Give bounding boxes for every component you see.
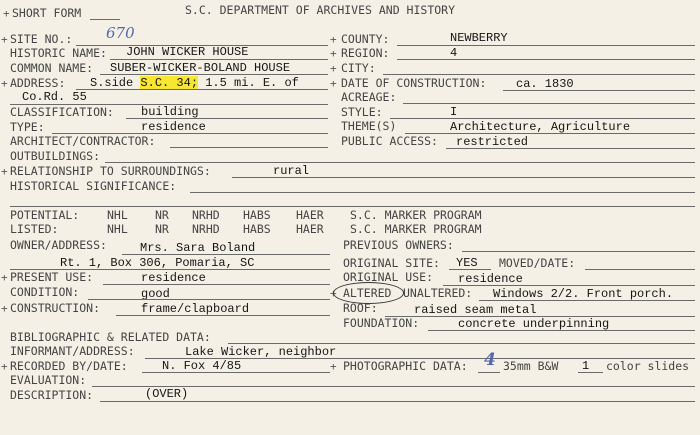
construction-line bbox=[116, 315, 330, 316]
original-site-value: YES bbox=[456, 256, 478, 270]
description-line bbox=[100, 401, 695, 402]
potential-label: POTENTIAL: bbox=[10, 208, 80, 222]
owner-line bbox=[122, 254, 330, 255]
potential-haer: HAER bbox=[296, 208, 324, 222]
roof-value: raised seam metal bbox=[414, 303, 537, 317]
condition-value: good bbox=[141, 287, 170, 301]
themes-label: THEME(S) bbox=[341, 119, 397, 133]
evaluation-label: EVALUATION: bbox=[10, 373, 87, 387]
plus-mark: + bbox=[330, 77, 337, 90]
plus-mark: + bbox=[1, 360, 8, 373]
classification-label: CLASSIFICATION: bbox=[10, 105, 114, 119]
plus-mark: + bbox=[330, 62, 337, 75]
description-label: DESCRIPTION: bbox=[10, 388, 94, 402]
historic-name-line bbox=[110, 59, 328, 60]
historic-name-value: JOHN WICKER HOUSE bbox=[126, 45, 249, 59]
foundation-value: concrete underpinning bbox=[458, 317, 610, 331]
county-line bbox=[397, 45, 695, 46]
potential-habs: HABS bbox=[243, 208, 271, 222]
bw-count-value: 4 bbox=[484, 350, 496, 370]
city-line bbox=[383, 74, 695, 75]
recorded-by-label: RECORDED BY/DATE: bbox=[10, 359, 128, 373]
type-label: TYPE: bbox=[10, 120, 45, 134]
region-label: REGION: bbox=[341, 46, 390, 60]
relationship-value: rural bbox=[273, 164, 310, 178]
plus-mark: + bbox=[1, 302, 8, 315]
county-value: NEWBERRY bbox=[450, 31, 508, 45]
address-highlight: S.C. 34; bbox=[140, 76, 199, 90]
agency-title: S.C. DEPARTMENT OF ARCHIVES AND HISTORY bbox=[185, 3, 456, 17]
listed-nr: NR bbox=[155, 222, 169, 236]
date-of-construction-line bbox=[503, 90, 695, 91]
acreage-label: ACREAGE: bbox=[341, 90, 397, 104]
classification-value: building bbox=[141, 105, 199, 119]
color-count-value: 1 bbox=[582, 359, 590, 373]
foundation-label: FOUNDATION: bbox=[343, 316, 420, 330]
address-line2-value: Co.Rd. 55 bbox=[22, 90, 87, 104]
moved-date-line bbox=[585, 269, 695, 270]
bibliographic-line bbox=[228, 343, 695, 344]
plus-mark: + bbox=[330, 287, 337, 300]
site-no-label: SITE NO.: bbox=[10, 32, 73, 46]
form-type-line bbox=[90, 19, 120, 20]
relationship-label: RELATIONSHIP TO SURROUNDINGS: bbox=[10, 164, 211, 178]
roof-label: ROOF: bbox=[343, 301, 378, 315]
county-label: COUNTY: bbox=[341, 32, 390, 46]
owner-name-value: Mrs. Sara Boland bbox=[140, 241, 256, 255]
region-value: 4 bbox=[450, 46, 458, 60]
site-no-value: 670 bbox=[106, 24, 135, 42]
region-line bbox=[397, 59, 695, 60]
altered-value: Windows 2/2. Front porch. bbox=[493, 287, 674, 301]
plus-mark: + bbox=[1, 165, 8, 178]
plus-mark: + bbox=[1, 271, 8, 284]
significance-line2 bbox=[10, 206, 695, 207]
date-of-construction-label: DATE OF CONSTRUCTION: bbox=[341, 76, 487, 90]
plus-mark: + bbox=[330, 360, 337, 373]
listed-haer: HAER bbox=[296, 222, 324, 236]
present-use-value: residence bbox=[141, 271, 206, 285]
previous-owners-line bbox=[462, 251, 695, 252]
moved-date-label: MOVED/DATE: bbox=[499, 256, 576, 270]
original-use-line bbox=[443, 285, 695, 286]
historic-name-label: HISTORIC NAME: bbox=[10, 46, 107, 60]
potential-nrhd: NRHD bbox=[192, 208, 220, 222]
construction-value: frame/clapboard bbox=[141, 302, 250, 316]
listed-label: LISTED: bbox=[10, 222, 59, 236]
city-label: CITY: bbox=[341, 61, 376, 75]
date-of-construction-value: ca. 1830 bbox=[516, 77, 574, 91]
owner-address-value: Rt. 1, Box 306, Pomaria, SC bbox=[60, 256, 255, 270]
original-use-label: ORIGINAL USE: bbox=[343, 270, 434, 284]
outbuildings-label: OUTBUILDINGS: bbox=[10, 149, 101, 163]
common-name-value: SUBER-WICKER-BOLAND HOUSE bbox=[110, 61, 291, 75]
plus-mark: + bbox=[3, 7, 10, 20]
original-site-line bbox=[449, 269, 491, 270]
listed-habs: HABS bbox=[243, 222, 271, 236]
present-use-line bbox=[103, 284, 330, 285]
altered-line bbox=[479, 300, 695, 301]
altered-label: ALTERED bbox=[343, 286, 392, 300]
address-label: ADDRESS: bbox=[10, 76, 66, 90]
potential-nr: NR bbox=[155, 208, 169, 222]
condition-line bbox=[88, 299, 330, 300]
bw-count-line bbox=[478, 372, 500, 373]
informant-value: Lake Wicker, neighbor bbox=[185, 345, 337, 359]
unaltered-label: UNALTERED: bbox=[403, 286, 473, 300]
themes-line bbox=[405, 133, 695, 134]
present-use-label: PRESENT USE: bbox=[10, 270, 94, 284]
style-value: I bbox=[450, 105, 458, 119]
original-site-label: ORIGINAL SITE: bbox=[343, 256, 440, 270]
style-label: STYLE: bbox=[341, 105, 383, 119]
owner-address-label: OWNER/ADDRESS: bbox=[10, 238, 107, 252]
photographic-label: PHOTOGRAPHIC DATA: bbox=[343, 359, 468, 373]
public-access-line bbox=[446, 148, 695, 149]
informant-label: INFORMANT/ADDRESS: bbox=[10, 344, 135, 358]
listed-nrhd: NRHD bbox=[192, 222, 220, 236]
historical-significance-line bbox=[190, 192, 695, 193]
foundation-line bbox=[428, 330, 695, 331]
color-count-line bbox=[578, 372, 603, 373]
type-value: residence bbox=[141, 120, 206, 134]
plus-mark: + bbox=[1, 33, 8, 46]
original-use-value: residence bbox=[458, 272, 523, 286]
listed-nhl: NHL bbox=[107, 222, 128, 236]
classification-line bbox=[126, 118, 328, 119]
historical-significance-label: HISTORICAL SIGNIFICANCE: bbox=[10, 179, 177, 193]
color-label: color slides bbox=[606, 359, 690, 373]
potential-nhl: NHL bbox=[107, 208, 128, 222]
style-line bbox=[390, 118, 695, 119]
bibliographic-label: BIBLIOGRAPHIC & RELATED DATA: bbox=[10, 330, 211, 344]
recorded-by-value: N. Fox 4/85 bbox=[162, 359, 242, 373]
public-access-label: PUBLIC ACCESS: bbox=[341, 134, 438, 148]
address-line bbox=[76, 89, 328, 90]
architect-line bbox=[170, 147, 328, 148]
themes-value: Architecture, Agriculture bbox=[450, 120, 631, 134]
acreage-line bbox=[403, 103, 695, 104]
plus-mark: + bbox=[1, 77, 8, 90]
previous-owners-label: PREVIOUS OWNERS: bbox=[343, 238, 454, 252]
common-name-line bbox=[100, 74, 328, 75]
potential-marker: S.C. MARKER PROGRAM bbox=[350, 208, 482, 222]
plus-mark: + bbox=[330, 33, 337, 46]
public-access-value: restricted bbox=[456, 135, 529, 149]
address-value: S.side S.C. 34; 1.5 mi. E. of bbox=[90, 76, 299, 90]
relationship-line bbox=[232, 177, 695, 178]
common-name-label: COMMON NAME: bbox=[10, 61, 94, 75]
recorded-by-line bbox=[142, 372, 330, 373]
condition-label: CONDITION: bbox=[10, 285, 80, 299]
listed-marker: S.C. MARKER PROGRAM bbox=[350, 222, 482, 236]
construction-label: CONSTRUCTION: bbox=[10, 301, 101, 315]
form-type-label: SHORT FORM bbox=[12, 6, 82, 20]
outbuildings-line bbox=[105, 162, 695, 163]
plus-mark: + bbox=[330, 47, 337, 60]
architect-label: ARCHITECT/CONTRACTOR: bbox=[10, 134, 156, 148]
bw-label: 35mm B&W bbox=[503, 359, 559, 373]
description-value: (OVER) bbox=[145, 387, 189, 401]
